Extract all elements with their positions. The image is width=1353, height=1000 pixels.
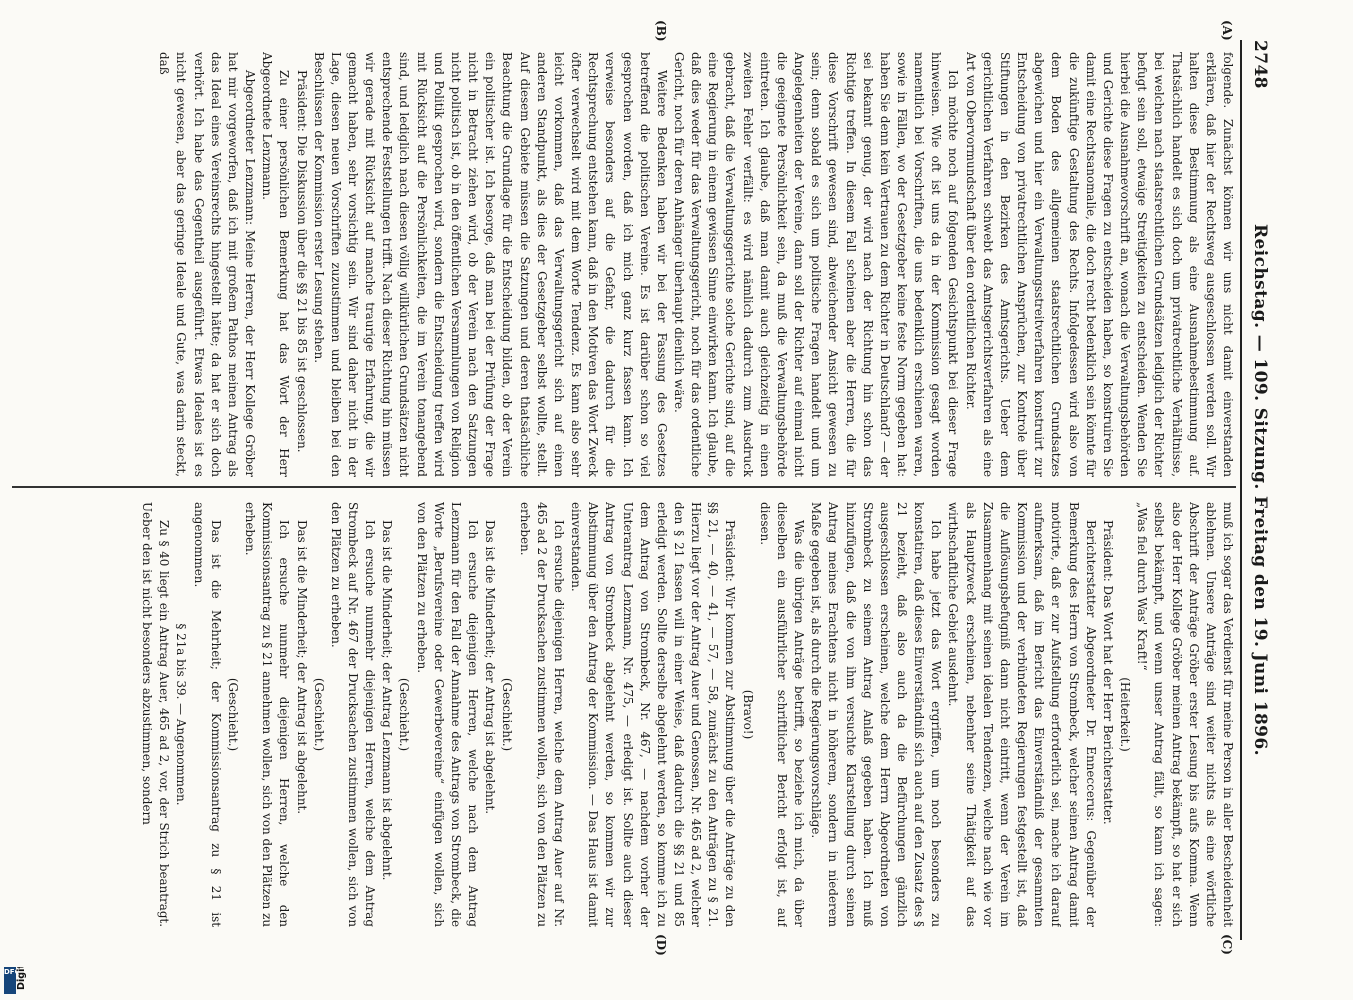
right-column: [16, 502, 1236, 927]
paragraph: Zu § 40 liegt ein Antrag Auer, 465 ad 2, vor, der Strich beantragt. Ueber den ist nicht besonders abzustimmen, sondern: [140, 502, 172, 927]
marker-c: (C): [1220, 934, 1234, 955]
paragraph: muß ich sogar das Verdienst für meine Person in aller Bescheidenheit ablehnen. Unsere Anträge sind weiter nichts als eine wörtliche Abschrift der Anträge Gröber erster Lesung bis aufs Komma. Wenn also der Herr Kollege Gröber meinen Antrag bekämpft, so hat er sich selbst bekämpft, und wenn unser Antrag fällt, so kann ich sagen: „Was fiel durch Was' Kraft!“: [1135, 502, 1235, 927]
paragraph: Ich ersuche nunmehr diejenigen Herren, welche dem Antrag Strombeck auf Nr. 467 der Drucksachen zustimmen wollen, sich von den Plätzen zu erheben.: [328, 502, 378, 927]
paragraph: Zu einer persönlichen Bemerkung hat das Wort der Herr Abgeordnete Lenzmann.: [260, 52, 292, 477]
interjection: (Bravo!): [740, 689, 755, 740]
interjection: (Geschieht.): [397, 677, 412, 752]
paragraph: Abgeordneter Lenzmann: Meine Herren, der Herr Kollege Gröber hat mir vorgeworfen, daß ich mit großem Pathos meinen Antrag als das Ideal eines Vereinsrechts hingestellt hätte; da hat er sich doch verhört. Ich habe das Gegentheil ausgeführt. Etwas Ideales ist es nicht gewesen, aber das geringe Ideale und Gute, was darin steckt, daß: [157, 52, 258, 477]
paragraph: Weitere Bedenken haben wir bei der Fassung des Gesetzes betreffend die politischen Vereine. Es ist darüber schon so viel gesprochen worden, daß ich mich ganz kurz fassen kann. Ich verweise besonders auf die Gefahr, die dadurch für die Rechtsprechung entstehen kann, daß in den Motiven das Wort Zweck öfter verwechselt wird mit dem Worte Tendenz. Es kann also sehr leicht vorkommen, daß das Verwaltungsgericht sich auf einen anderen Standpunkt, als dies der Gesetzgeber selbst wollte, stellt. Auf diesem Gebiete müssen die Satzungen und deren thatsächliche Beachtung die Grundlage für die Entscheidung bilden, ob der Verein ein politischer ist. Ich besorge, daß man bei der Prüfung der Frage nicht in Betracht ziehen wird, ob der Verein nach den Satzungen nicht politisch ist, ob in den öffentlichen Versammlungen von Religion und Politik gesprochen wird, sondern die Entscheidung treffen wird mit Rücksicht auf die Persönlichkeiten, die im Verein tonangebend sind, und lediglich nach diesen völlig willkürlichen Grundsätzen nicht entsprechende Feststellungen trifft. Nach dieser Richtung hin müssen wir gerade mit Rücksicht auf manche traurige Erfahrung, die wir gemacht haben, sehr vorsichtig sein. Wir sind daher nicht in der Lage, diesen neuen Vorschriften zuzustimmen und bleiben bei den Beschlüssen der Kommission erster Lesung stehen.: [311, 52, 669, 477]
scanned-page: [0, 12, 1280, 967]
paragraph: Berichterstatter Abgeordneter Dr. Enneccerus: Gegenüber der Bemerkung des Herrn von Strombeck, welcher seinen Antrag damit motivirte, daß er zur Aufstellung erforderlich sei, mache ich darauf aufmerksam, daß im Bericht das Einverständniß der gesammten Kommission und der verbündeten Regierungen festgestellt ist, daß die Auflösungsbefugniß dann nicht eintritt, wenn der Verein im Zusammenhang mit seinen idealen Tendenzen, welche nach wie vor als Hauptzweck erscheinen, nebenher seine Thätigkeit auf das wirthschaftliche Gebiet ausdehnt.: [946, 502, 1098, 927]
paragraph: folgende. Zunächst können wir uns nicht damit einverstanden erklären, daß hier der Rechtsweg ausgeschlossen werden soll. Wir halten diese Bestimmung als eine Ausnahmebestimmung auf. Thatsächlich handelt es sich doch um privatrechtliche Verhältnisse, bei welchen nach staatsrechtlichen Grundsätzen lediglich der Richter befugt sein soll, etwaige Streitigkeiten zu entscheiden. Wenden Sie hierbei die Ausnahmevorschrift an, wonach die Verwaltungsbehörden und Gerichte diese Fragen zu entscheiden haben, so konstruiren Sie damit eine Rechtsanomalie, die doch recht bedenklich sein könnte für die zukünftige Gestaltung des Rechts. Infolgedessen wird also von dem Boden des allgemeinen staatsrechtlichen Grundsatzes abgewichen und hier ein Verwaltungsstreitverfahren konstruirt zur Entscheidung von privatrechtlichen Ansprüchen, zur Kontrole über Stiftungen in den Bezirken des Amtsgerichts. Ueber dem gerichtlichen Verfahren schwebt das Amtsgerichtsverfahren als eine Art von Obervormundschaft über den ordentlichen Richter.: [963, 52, 1235, 477]
page-header: [1244, 40, 1274, 940]
page-number: 2748: [1250, 40, 1270, 89]
paragraph: Ich ersuche nunmehr diejenigen Herren, welche den Kommissionsantrag zu § 21 annehmen wollen, sich von den Plätzen zu erheben.: [243, 502, 292, 927]
column-divider: [12, 486, 1236, 488]
paragraph: § 21a bis 39. — Angenommen.: [174, 623, 189, 806]
paragraph: Das ist die Mehrheit; der Kommissionsantrag zu § 21 ist angenommen.: [191, 502, 223, 927]
paragraph: Ich ersuche diejenigen Herren, welche nach dem Antrag Lenzmann für den Fall der Annahme des Antrags von Strombeck, die Worte „Berufsvereine oder Gewerbevereine“ einfügen wollen, sich von den Plätzen zu erheben.: [414, 502, 481, 927]
marker-d: (D): [654, 934, 668, 956]
paragraph: Präsident: Das Wort hat der Herr Berichterstatter.: [1100, 520, 1115, 825]
marker-b: (B): [654, 20, 668, 42]
left-column: [16, 52, 1236, 477]
paragraph: Das ist die Minderheit; der Antrag ist abgelehnt.: [483, 520, 498, 815]
page-title: Reichstag. — 109. Sitzung. Freitag den 19. Juni 1896.: [1250, 224, 1270, 756]
interjection: (Geschieht.): [225, 677, 240, 752]
dfg-logo: DFG: [4, 966, 16, 994]
paragraph: Ich habe jetzt das Wort ergriffen, um noch besonders zu konstatiren, daß dieses Einverständniß sich auch auf den Zusatz des § 21 bezieht, daß also auch da die Befürchungen gänzlich ausgeschlossen erscheinen, welche dem Herrn Abgeordneten von Strombeck zu seinem Antrag Anlaß gegeben haben. Ich muß hinzufügen, daß die von ihm versuchte Klarstellung durch seinen Antrag meines Erachtens nicht in höherem, sondern in niederem Maße gegeben ist, als durch die Regierungsvorschläge.: [809, 502, 944, 927]
paragraph: Ich möchte noch auf folgenden Gesichtspunkt bei dieser Frage hinweisen. Wie oft ist uns da in der Kommission gesagt worden namentlich bei Vorschriften, die uns bedenklich erschienen waren, sowie in Fällen, wo der Gesetzgeber keine feste Norm gegeben hat: haben Sie denn kein Vertrauen zu dem Richter in Deutschland? — der sei bekannt genug, der wird nach der Richtung hin schon das Richtige treffen. In diesem Fall scheinen aber die Herren, die für diese Vorschrift gewesen sind, abweichender Ansicht gewesen zu sein; denn sobald es sich um politische Fragen handelt und um Angelegenheiten der Vereine, dann soll der Richter auf einmal nicht die geeignete Persönlichkeit sein, da muß die Verwaltungsbehörde eintreten. Ich glaube, daß man damit auch gleichzeitig in einen zweiten Fehler verfällt: es wird nämlich dadurch zum Ausdruck gebracht, daß die Verwaltungsgerichte solche Gerichte sind, auf die eine Regierung in einem gewissen Sinne einwirken kann. Ich glaube, daß dies weder für das Verwaltungsgericht, noch für das ordentliche Gericht, noch für deren Anhänger überhaupt dienlich wäre.: [672, 52, 961, 477]
paragraph: Das ist die Minderheit; der Antrag Lenzmann ist abgelehnt.: [380, 520, 395, 881]
paragraph: Was die übrigen Anträge betrifft, so beziehe ich mich, da über dieselben ein ausführlicher schriftlicher Bericht erfolgt ist, auf diesen.: [757, 502, 807, 927]
paragraph: Präsident: Wir kommen zur Abstimmung über die Anträge zu den §§ 21, — 40, — 41, — 57, — 58, zunächst zu den Anträgen zu § 21. Hierzu liegt vor der Antrag Auer und Genossen, Nr. 465 ad 2, welcher den § 21 fassen will in einer Weise, daß dadurch die §§ 21 und 85 erledigt werden. Sollte derselbe abgelehnt werden, so komme ich zu dem Antrag von Strombeck, Nr. 467, — nachdem vorher der Unterantrag Lenzmann, Nr. 475, — erledigt ist. Sollte auch dieser Antrag von Strombeck abgelehnt werden, so kommen wir zur Abstimmung über den Antrag der Kommission. — Das Haus ist damit einverstanden.: [569, 502, 738, 927]
header-rule: [1240, 40, 1242, 940]
interjection: (Geschieht.): [311, 677, 326, 752]
paragraph: Ich ersuche diejenigen Herren, welche dem Antrag Auer auf Nr. 465 ad 2 der Drucksachen zustimmen wollen, sich von den Plätzen zu erheben.: [517, 502, 566, 927]
paragraph: Präsident: Die Diskussion über die §§ 21 bis 85 ist geschlossen.: [294, 70, 309, 453]
interjection: (Heiterkeit.): [1118, 677, 1133, 752]
marker-a: (A): [1220, 20, 1234, 41]
interjection: (Geschieht.): [500, 677, 515, 752]
paragraph: Das ist die Minderheit; der Antrag ist abgelehnt.: [294, 520, 309, 815]
